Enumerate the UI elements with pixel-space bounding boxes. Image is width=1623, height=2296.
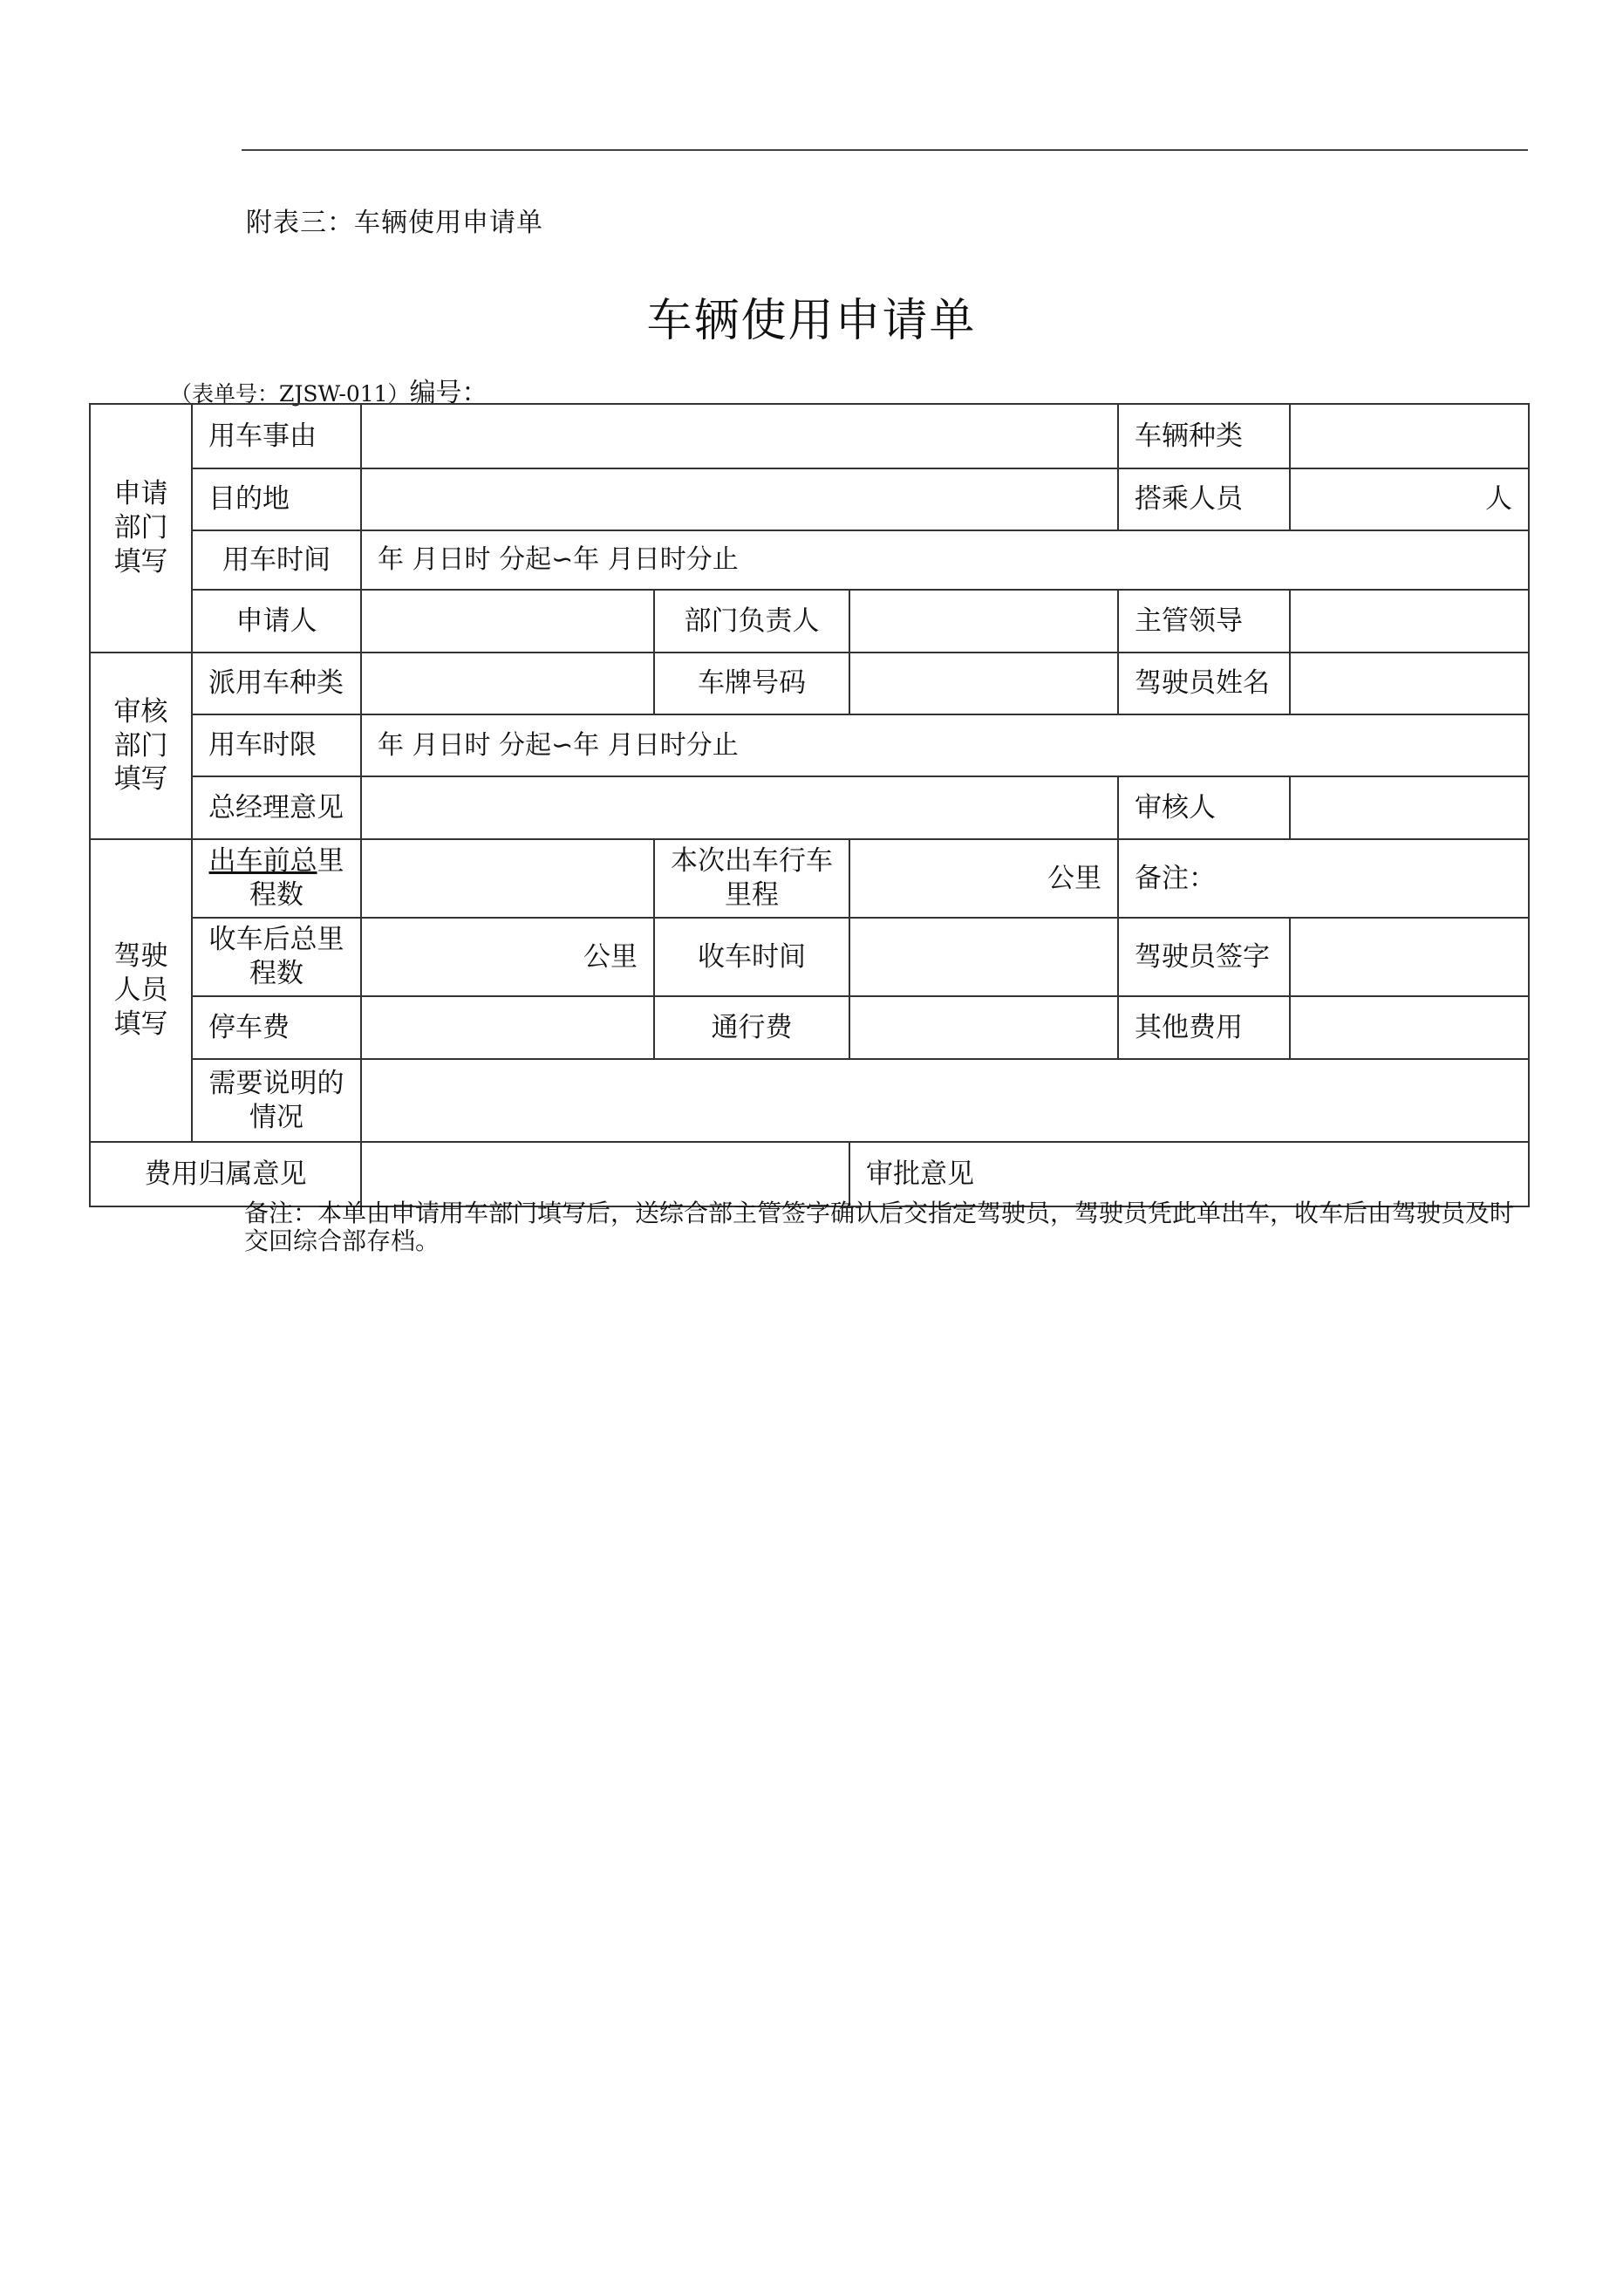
field-passengers[interactable] [1290, 468, 1529, 530]
label-purpose: 用车事由 [192, 404, 361, 468]
field-purpose[interactable] [361, 404, 1118, 468]
field-other-fee[interactable] [1290, 996, 1529, 1059]
label-applicant: 申请人 [192, 590, 361, 653]
label-mileage-after: 收车后总里 程数 [192, 918, 361, 996]
label-parking-fee: 停车费 [192, 996, 361, 1059]
field-driver-sign[interactable] [1290, 918, 1529, 996]
section-reviewer: 审核 部门 填写 [90, 653, 192, 839]
label-use-period: 用车时限 [192, 714, 361, 776]
label-assigned-vehicle-type: 派用车种类 [192, 653, 361, 714]
field-mileage-after[interactable] [361, 918, 654, 996]
km-unit: 公里 [1047, 862, 1102, 894]
label-dept-head: 部门负责人 [654, 590, 849, 653]
label-approval: 审批意见 [866, 1158, 974, 1190]
field-explanation[interactable] [361, 1059, 1529, 1142]
section-driver: 驾驶 人员 填写 [90, 839, 192, 1142]
field-approval[interactable] [849, 1142, 1529, 1206]
appendix-label: 附表三：车辆使用申请单 [246, 208, 543, 238]
header-rule [242, 149, 1528, 151]
label-trip-mileage: 本次出车行车 里程 [654, 839, 849, 918]
label-use-time: 用车时间 [192, 530, 361, 590]
label-passengers: 搭乘人员 [1118, 468, 1290, 530]
field-driver-name[interactable] [1290, 653, 1529, 714]
km-unit: 公里 [583, 940, 638, 973]
field-gm-opinion[interactable] [361, 776, 1118, 839]
serial-number-label: 编号： [409, 378, 488, 408]
label-explanation: 需要说明的 情况 [192, 1059, 361, 1142]
footnote: 备注：本单由申请用车部门填写后，送综合部主管签字确认后交指定驾驶员，驾驶员凭此单出车，收车后由驾驶员及时交回综合部存档。 [244, 1199, 1515, 1256]
label-toll-fee: 通行费 [654, 996, 849, 1059]
field-applicant[interactable] [361, 590, 654, 653]
vehicle-request-form [89, 403, 1530, 1207]
label-other-fee: 其他费用 [1118, 996, 1290, 1059]
label-mileage-before: 出车前总里 程数 [192, 839, 361, 918]
field-toll-fee[interactable] [849, 996, 1118, 1059]
field-trip-mileage[interactable] [849, 839, 1118, 918]
page-title: 车辆使用申请单 [646, 295, 977, 347]
field-reviewer[interactable] [1290, 776, 1529, 839]
label-cost-attribution: 费用归属意见 [90, 1142, 361, 1206]
field-parking-fee[interactable] [361, 996, 654, 1059]
label-gm-opinion: 总经理意见 [192, 776, 361, 839]
field-return-time[interactable] [849, 918, 1118, 996]
field-vehicle-type[interactable] [1290, 404, 1529, 468]
field-cost-attribution[interactable] [361, 1142, 849, 1206]
passengers-unit: 人 [1485, 483, 1513, 516]
field-use-time[interactable]: 年 月日时 分起∽年 月日时分止 [361, 530, 1529, 590]
field-mileage-before[interactable] [361, 839, 654, 918]
label-return-time: 收车时间 [654, 918, 849, 996]
label-supervisor: 主管领导 [1118, 590, 1290, 653]
field-supervisor[interactable] [1290, 590, 1529, 653]
label-vehicle-type: 车辆种类 [1118, 404, 1290, 468]
label-driver-name: 驾驶员姓名 [1118, 653, 1290, 714]
field-assigned-vehicle-type[interactable] [361, 653, 654, 714]
label-destination: 目的地 [192, 468, 361, 530]
label-reviewer: 审核人 [1118, 776, 1290, 839]
label-driver-sign: 驾驶员签字 [1118, 918, 1290, 996]
field-destination[interactable] [361, 468, 1118, 530]
label-plate-number: 车牌号码 [654, 653, 849, 714]
field-remarks[interactable] [1118, 839, 1529, 918]
field-use-period[interactable]: 年 月日时 分起∽年 月日时分止 [361, 714, 1529, 776]
section-applicant: 申请 部门 填写 [90, 404, 192, 653]
label-remarks: 备注： [1135, 862, 1217, 894]
form-code: （表单号：ZJSW-011） [170, 381, 410, 407]
field-dept-head[interactable] [849, 590, 1118, 653]
field-plate-number[interactable] [849, 653, 1118, 714]
